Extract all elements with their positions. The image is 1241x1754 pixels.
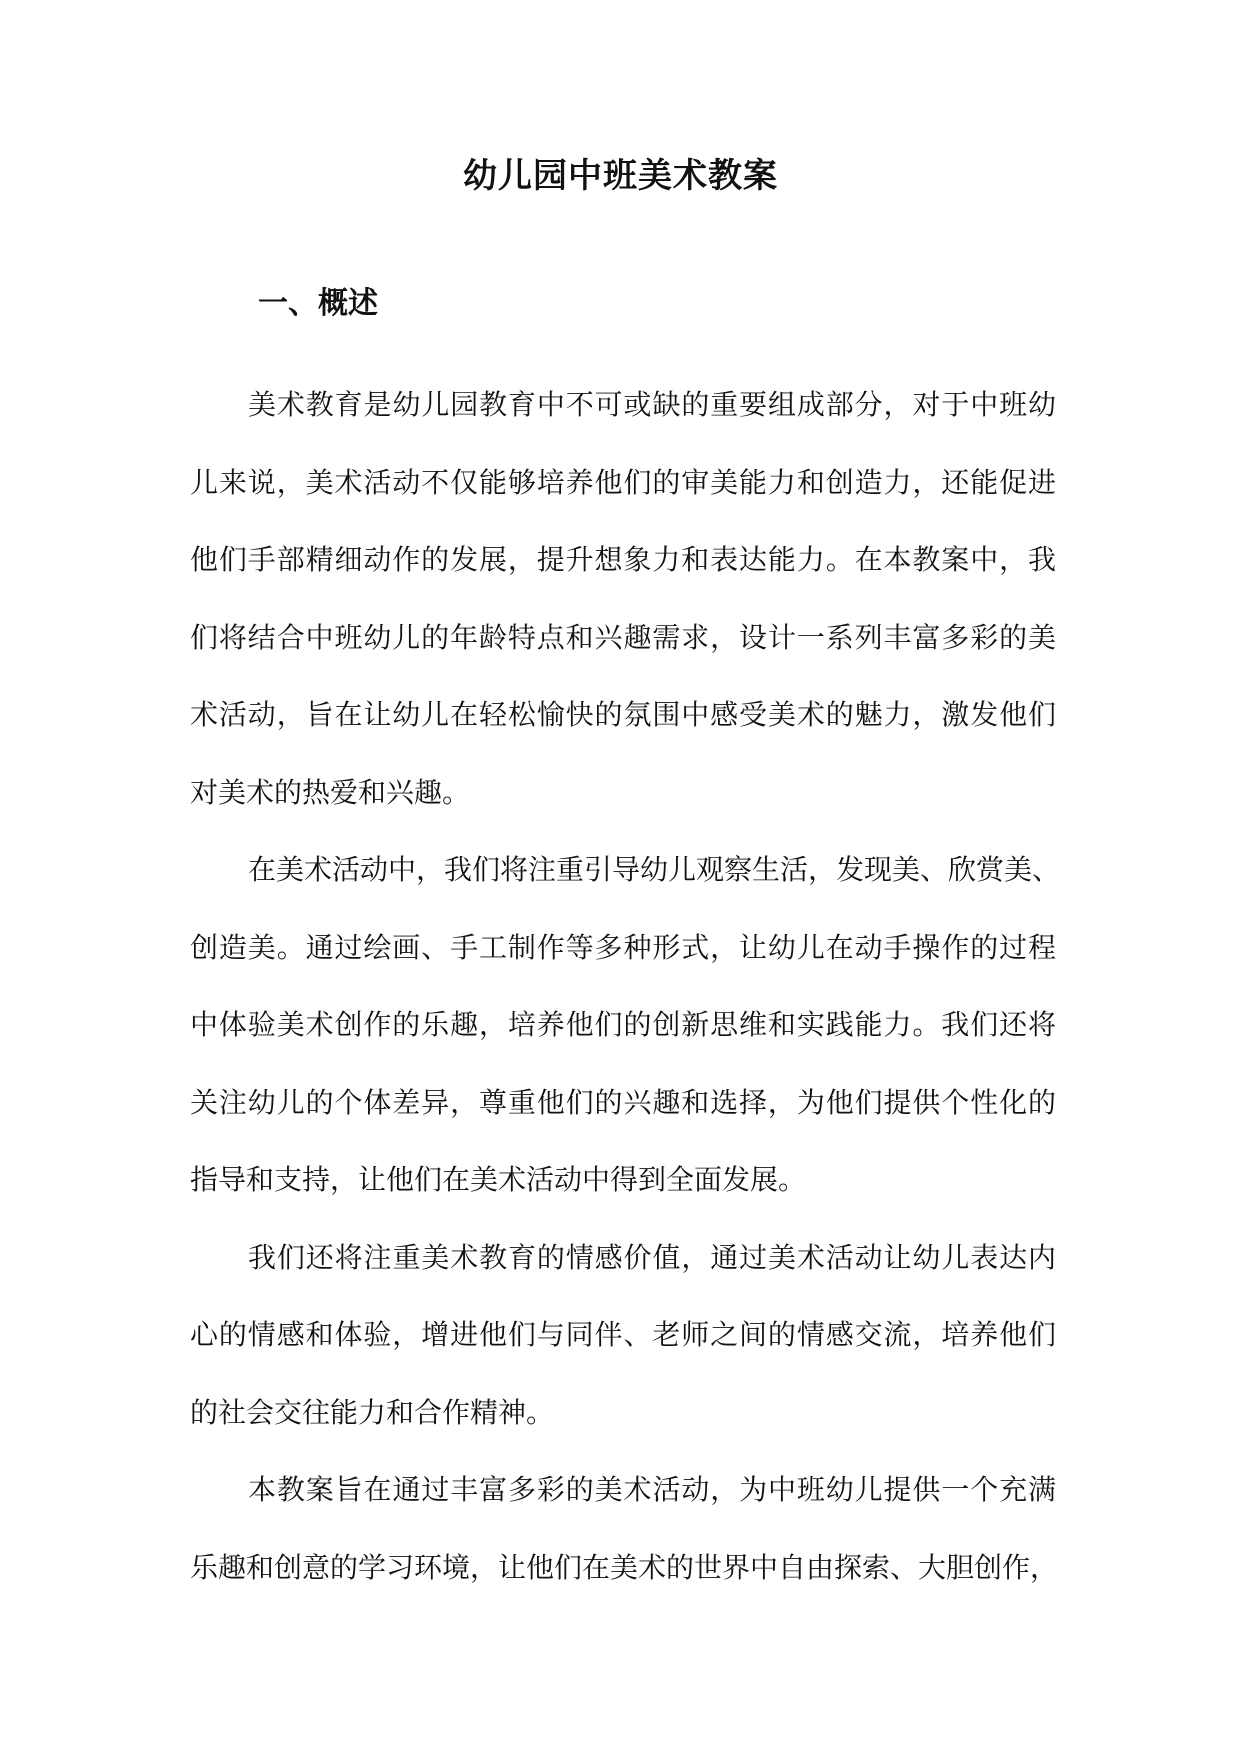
paragraph-line: 儿来说，美术活动不仅能够培养他们的审美能力和创造力，还能促进 <box>190 465 1056 499</box>
paragraph-line: 在美术活动中，我们将注重引导幼儿观察生活，发现美、欣赏美、 <box>248 853 1061 886</box>
paragraph-line: 心的情感和体验，增进他们与同伴、老师之间的情感交流，培养他们 <box>190 1318 1056 1351</box>
paragraph-2 <box>190 831 1061 1219</box>
paragraph-line: 美术教育是幼儿园教育中不可或缺的重要组成部分，对于中班幼 <box>248 388 1056 421</box>
paragraph-line: 们将结合中班幼儿的年龄特点和兴趣需求，设计一系列丰富多彩的美 <box>190 620 1056 654</box>
section-heading: 一、概述 <box>258 286 378 321</box>
paragraph-line: 本教案旨在通过丰富多彩的美术活动，为中班幼儿提供一个充满 <box>248 1473 1056 1506</box>
paragraph-line: 创造美。通过绘画、手工制作等多种形式，让幼儿在动手操作的过程 <box>190 930 1056 964</box>
paragraph-line: 指导和支持，让他们在美术活动中得到全面发展。 <box>190 1163 807 1196</box>
paragraph-line: 乐趣和创意的学习环境，让他们在美术的世界中自由探索、大胆创作， <box>190 1550 1059 1584</box>
paragraph-3 <box>190 1219 1056 1452</box>
document-title: 幼儿园中班美术教案 <box>463 156 778 196</box>
paragraph-line: 中体验美术创作的乐趣，培养他们的创新思维和实践能力。我们还将 <box>190 1008 1056 1041</box>
paragraph-line: 他们手部精细动作的发展，提升想象力和表达能力。在本教案中，我 <box>190 543 1056 576</box>
section-body <box>190 366 1061 1606</box>
paragraph-line: 的社会交往能力和合作精神。 <box>190 1395 555 1429</box>
paragraph-line: 对美术的热爱和兴趣。 <box>190 775 471 809</box>
paragraph-line: 关注幼儿的个体差异，尊重他们的兴趣和选择，为他们提供个性化的 <box>190 1085 1056 1119</box>
paragraph-4 <box>190 1451 1059 1606</box>
paragraph-1 <box>190 366 1056 831</box>
paragraph-line: 术活动，旨在让幼儿在轻松愉快的氛围中感受美术的魅力，激发他们 <box>190 698 1056 731</box>
paragraph-line: 我们还将注重美术教育的情感价值，通过美术活动让幼儿表达内 <box>248 1240 1056 1274</box>
